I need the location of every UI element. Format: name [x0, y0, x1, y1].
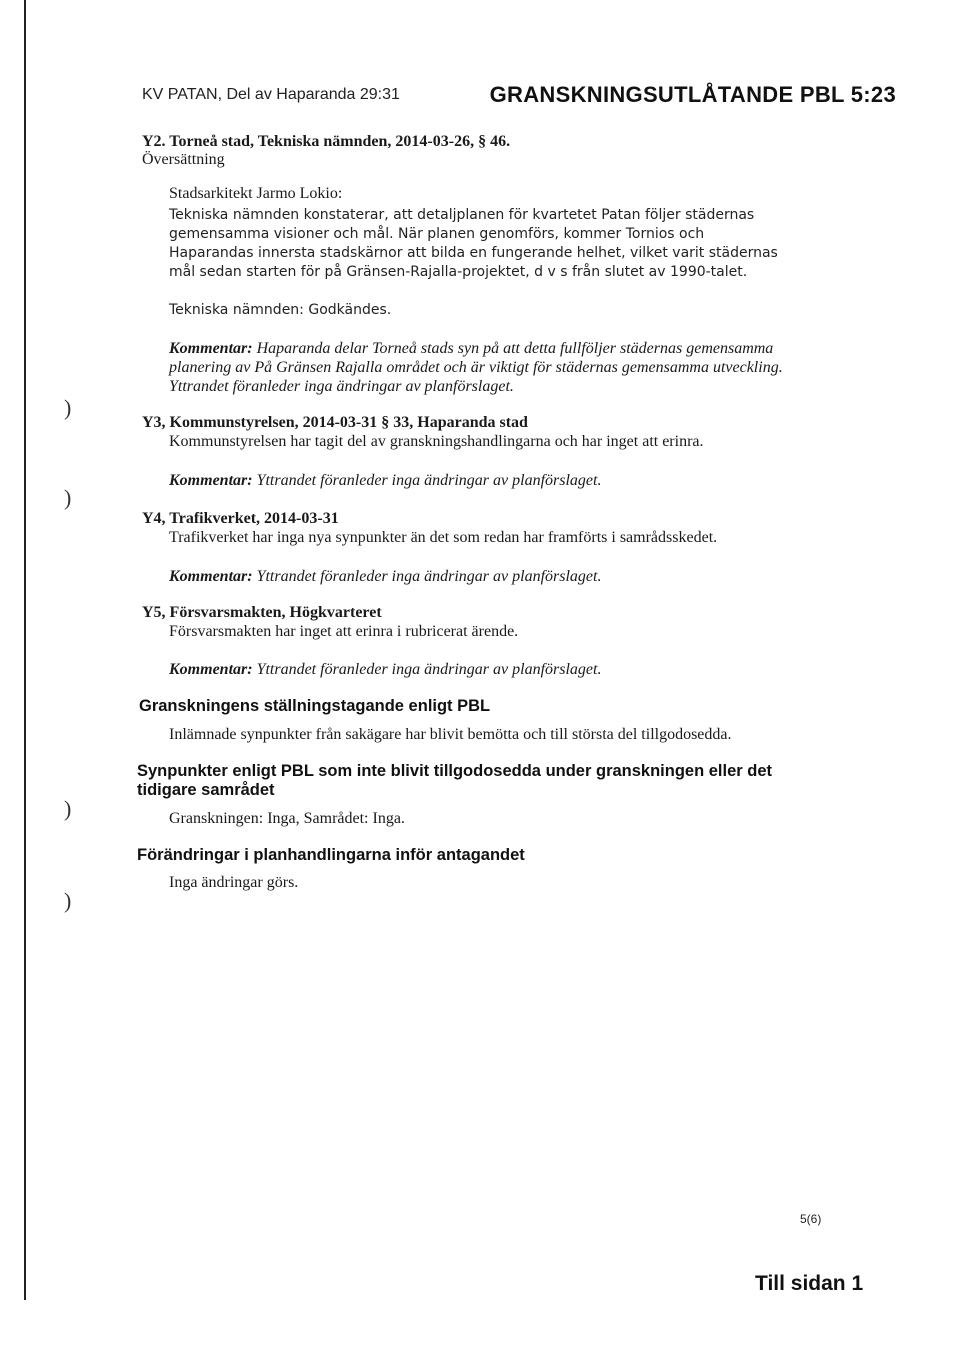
comment-label: Kommentar:: [169, 472, 253, 489]
comment-label: Kommentar:: [169, 661, 253, 678]
document-reference: KV PATAN, Del av Haparanda 29:31: [142, 86, 400, 103]
y2-decision: Tekniska nämnden: Godkändes.: [169, 302, 392, 318]
y4-comment: [169, 567, 601, 586]
y4-title: Y4, Trafikverket, 2014-03-31: [142, 510, 339, 527]
section-heading: Synpunkter enligt PBL som inte blivit tillgodosedda under granskningen eller det: [137, 762, 773, 780]
y2-paragraph-line: gemensamma visioner och mål. När planen genomförs, kommer Tornios och: [169, 226, 705, 242]
y4-text: Trafikverket har inga nya synpunkter än det som redan har framförts i samrådsskedet.: [169, 529, 718, 546]
y3-comment: [169, 471, 601, 490]
next-page-note: Till sidan 1: [755, 1272, 864, 1295]
comment-text: Yttrandet föranleder inga ändringar av planförslaget.: [256, 568, 602, 585]
section-heading: Granskningens ställningstagande enligt PBL: [139, 697, 491, 715]
comment-text: Haparanda delar Torneå stads syn på att detta fullföljer städernas gemensamma: [256, 340, 774, 357]
y2-paragraph-line: mål sedan starten för på Gränsen-Rajalla-projektet, d v s från slutet av 1990-talet.: [169, 264, 748, 280]
left-margin-rule: [24, 0, 26, 1300]
margin-mark: ): [64, 888, 72, 913]
section-text: Granskningen: Inga, Samrådet: Inga.: [169, 810, 405, 827]
y2-paragraph-line: Tekniska nämnden konstaterar, att detaljplanen för kvartetet Patan följer städernas: [169, 207, 755, 223]
section-heading: Förändringar i planhandlingarna inför antagandet: [137, 846, 525, 864]
section-text: Inga ändringar görs.: [169, 874, 299, 891]
y3-title: Y3, Kommunstyrelsen, 2014-03-31 § 33, Haparanda stad: [142, 414, 528, 431]
y5-text: Försvarsmakten har inget att erinra i rubricerat ärende.: [169, 623, 519, 640]
comment-label: Kommentar:: [169, 568, 253, 585]
comment-text: Yttrandet föranleder inga ändringar av planförslaget.: [256, 661, 602, 678]
y5-comment: [169, 660, 601, 679]
y2-comment: [169, 339, 773, 358]
y2-paragraph-line: Haparandas innersta stadskärnor att bilda en fungerande helhet, vilket varit städernas: [169, 245, 778, 261]
comment-label: Kommentar:: [169, 340, 253, 357]
margin-mark: ): [64, 796, 72, 821]
margin-mark: ): [64, 485, 72, 510]
y2-subtitle: Översättning: [142, 151, 225, 168]
y2-title: Y2. Torneå stad, Tekniska nämnden, 2014-03-26, § 46.: [142, 133, 511, 150]
document-title: GRANSKNINGSUTLÅTANDE PBL 5:23: [489, 82, 896, 107]
y2-comment-line: Yttrandet föranleder inga ändringar av planförslaget.: [169, 378, 514, 395]
y5-title: Y5, Försvarsmakten, Högkvarteret: [142, 604, 382, 621]
comment-text: Yttrandet föranleder inga ändringar av planförslaget.: [256, 472, 602, 489]
page-number: 5(6): [800, 1212, 822, 1226]
section-text: Inlämnade synpunkter från sakägare har blivit bemötta och till största del tillgodosedda.: [169, 726, 732, 743]
section-heading: tidigare samrådet: [137, 781, 275, 799]
margin-mark: ): [64, 395, 72, 420]
y3-text: Kommunstyrelsen har tagit del av granskningshandlingarna och har inget att erinra.: [169, 433, 704, 450]
y2-comment-line: planering av På Gränsen Rajalla området och är viktigt för städernas gemensamma utveckling.: [169, 359, 783, 376]
y2-author: Stadsarkitekt Jarmo Lokio:: [169, 185, 343, 202]
